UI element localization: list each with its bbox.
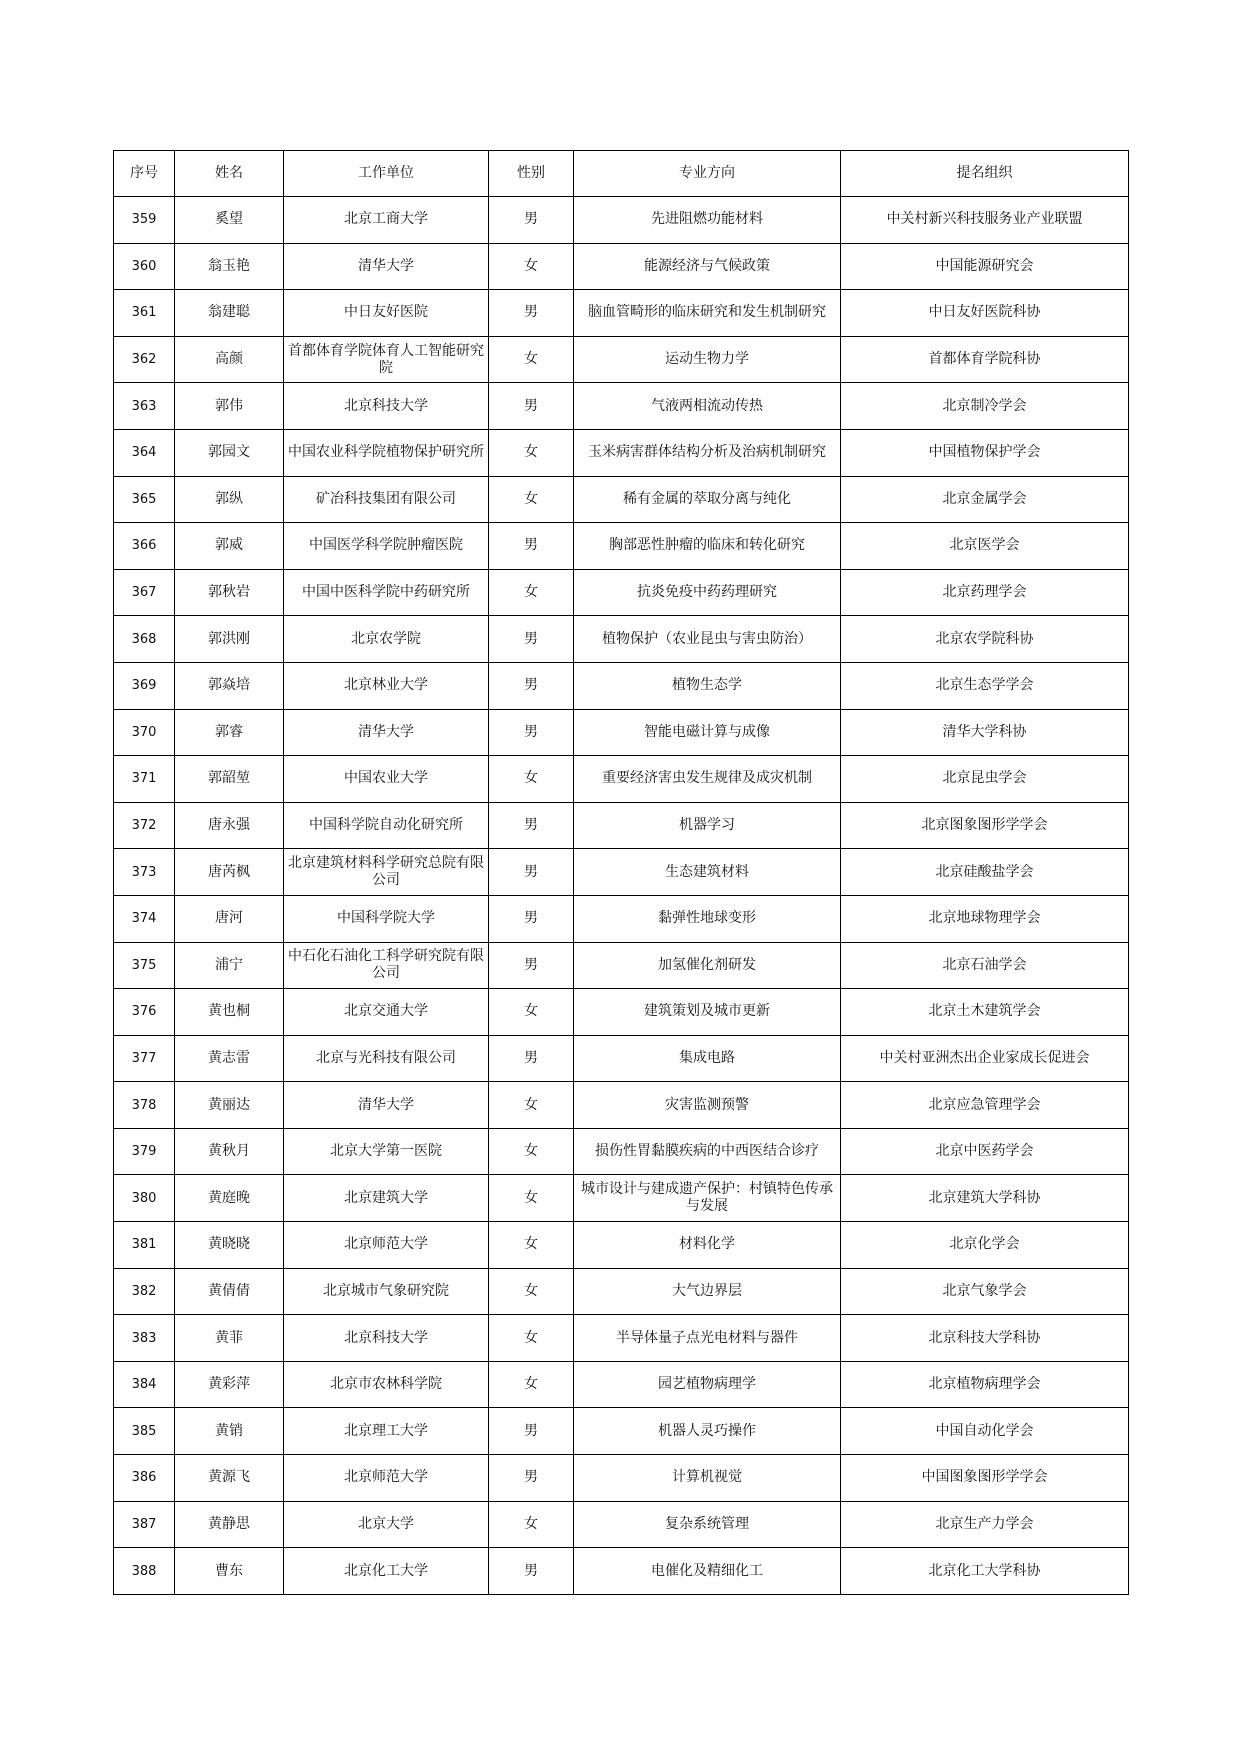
cell-name: 黄源飞 bbox=[175, 1455, 284, 1502]
cell-name: 奚望 bbox=[175, 197, 284, 244]
table-row bbox=[114, 662, 1129, 709]
cell-gender: 男 bbox=[489, 290, 574, 337]
cell-name: 翁建聪 bbox=[175, 290, 284, 337]
table-row bbox=[114, 523, 1129, 570]
cell-serial-no: 363 bbox=[114, 383, 175, 430]
cell-work-unit: 矿冶科技集团有限公司 bbox=[284, 476, 489, 523]
cell-nominating-org: 中国自动化学会 bbox=[841, 1408, 1129, 1455]
cell-name: 郭伟 bbox=[175, 383, 284, 430]
table-row bbox=[114, 802, 1129, 849]
table-row bbox=[114, 1315, 1129, 1362]
header-row bbox=[114, 151, 1129, 197]
cell-work-unit: 中国农业科学院植物保护研究所 bbox=[284, 429, 489, 476]
cell-gender: 女 bbox=[489, 336, 574, 383]
cell-gender: 男 bbox=[489, 802, 574, 849]
cell-work-unit: 北京师范大学 bbox=[284, 1455, 489, 1502]
cell-specialty: 能源经济与气候政策 bbox=[574, 243, 841, 290]
cell-work-unit: 清华大学 bbox=[284, 1082, 489, 1129]
table-row bbox=[114, 895, 1129, 942]
cell-gender: 女 bbox=[489, 1268, 574, 1315]
cell-specialty: 植物生态学 bbox=[574, 662, 841, 709]
cell-work-unit: 中国科学院大学 bbox=[284, 895, 489, 942]
cell-serial-no: 364 bbox=[114, 429, 175, 476]
cell-name: 唐芮枫 bbox=[175, 849, 284, 896]
cell-name: 郭洪刚 bbox=[175, 616, 284, 663]
cell-gender: 女 bbox=[489, 1501, 574, 1548]
cell-name: 黄菲 bbox=[175, 1315, 284, 1362]
cell-specialty: 重要经济害虫发生规律及成灾机制 bbox=[574, 756, 841, 803]
cell-serial-no: 383 bbox=[114, 1315, 175, 1362]
cell-work-unit: 清华大学 bbox=[284, 709, 489, 756]
cell-nominating-org: 北京生产力学会 bbox=[841, 1501, 1129, 1548]
cell-work-unit: 北京科技大学 bbox=[284, 1315, 489, 1362]
cell-serial-no: 376 bbox=[114, 989, 175, 1036]
cell-specialty: 复杂系统管理 bbox=[574, 1501, 841, 1548]
cell-specialty: 建筑策划及城市更新 bbox=[574, 989, 841, 1036]
cell-serial-no: 380 bbox=[114, 1175, 175, 1222]
table-row bbox=[114, 1455, 1129, 1502]
header-gender: 性别 bbox=[489, 151, 574, 197]
table-row bbox=[114, 989, 1129, 1036]
cell-serial-no: 373 bbox=[114, 849, 175, 896]
cell-work-unit: 中国医学科学院肿瘤医院 bbox=[284, 523, 489, 570]
cell-gender: 男 bbox=[489, 662, 574, 709]
cell-gender: 男 bbox=[489, 942, 574, 989]
cell-serial-no: 366 bbox=[114, 523, 175, 570]
cell-work-unit: 北京建筑材料科学研究总院有限公司 bbox=[284, 849, 489, 896]
cell-name: 曹东 bbox=[175, 1548, 284, 1595]
cell-specialty: 抗炎免疫中药药理研究 bbox=[574, 569, 841, 616]
table-row bbox=[114, 1128, 1129, 1175]
cell-specialty: 脑血管畸形的临床研究和发生机制研究 bbox=[574, 290, 841, 337]
cell-gender: 女 bbox=[489, 1315, 574, 1362]
cell-nominating-org: 北京制冷学会 bbox=[841, 383, 1129, 430]
table-row bbox=[114, 383, 1129, 430]
cell-work-unit: 首都体育学院体育人工智能研究院 bbox=[284, 336, 489, 383]
cell-name: 郭园文 bbox=[175, 429, 284, 476]
cell-work-unit: 北京工商大学 bbox=[284, 197, 489, 244]
cell-nominating-org: 北京科技大学科协 bbox=[841, 1315, 1129, 1362]
cell-serial-no: 385 bbox=[114, 1408, 175, 1455]
cell-work-unit: 北京建筑大学 bbox=[284, 1175, 489, 1222]
cell-nominating-org: 北京农学院科协 bbox=[841, 616, 1129, 663]
cell-serial-no: 359 bbox=[114, 197, 175, 244]
cell-work-unit: 北京大学 bbox=[284, 1501, 489, 1548]
cell-gender: 女 bbox=[489, 1082, 574, 1129]
cell-gender: 女 bbox=[489, 569, 574, 616]
cell-gender: 女 bbox=[489, 1361, 574, 1408]
cell-serial-no: 387 bbox=[114, 1501, 175, 1548]
cell-serial-no: 384 bbox=[114, 1361, 175, 1408]
cell-work-unit: 北京交通大学 bbox=[284, 989, 489, 1036]
cell-work-unit: 北京农学院 bbox=[284, 616, 489, 663]
cell-nominating-org: 北京化学会 bbox=[841, 1222, 1129, 1269]
cell-gender: 男 bbox=[489, 523, 574, 570]
cell-specialty: 黏弹性地球变形 bbox=[574, 895, 841, 942]
table-row bbox=[114, 709, 1129, 756]
cell-serial-no: 375 bbox=[114, 942, 175, 989]
cell-nominating-org: 北京地球物理学会 bbox=[841, 895, 1129, 942]
cell-name: 黄倩倩 bbox=[175, 1268, 284, 1315]
cell-work-unit: 北京理工大学 bbox=[284, 1408, 489, 1455]
cell-nominating-org: 北京硅酸盐学会 bbox=[841, 849, 1129, 896]
cell-gender: 男 bbox=[489, 895, 574, 942]
table-row bbox=[114, 942, 1129, 989]
cell-work-unit: 北京大学第一医院 bbox=[284, 1128, 489, 1175]
cell-serial-no: 360 bbox=[114, 243, 175, 290]
table-row bbox=[114, 476, 1129, 523]
table-row bbox=[114, 1082, 1129, 1129]
roster-table bbox=[113, 150, 1129, 1595]
table-row bbox=[114, 1361, 1129, 1408]
table-row bbox=[114, 1035, 1129, 1082]
cell-work-unit: 中石化石油化工科学研究院有限公司 bbox=[284, 942, 489, 989]
cell-specialty: 机器人灵巧操作 bbox=[574, 1408, 841, 1455]
header-name: 姓名 bbox=[175, 151, 284, 197]
cell-serial-no: 361 bbox=[114, 290, 175, 337]
cell-nominating-org: 清华大学科协 bbox=[841, 709, 1129, 756]
table-row bbox=[114, 1548, 1129, 1595]
cell-nominating-org: 北京植物病理学会 bbox=[841, 1361, 1129, 1408]
cell-gender: 男 bbox=[489, 197, 574, 244]
cell-specialty: 稀有金属的萃取分离与纯化 bbox=[574, 476, 841, 523]
cell-gender: 女 bbox=[489, 989, 574, 1036]
table-row bbox=[114, 197, 1129, 244]
cell-specialty: 机器学习 bbox=[574, 802, 841, 849]
cell-gender: 男 bbox=[489, 709, 574, 756]
cell-work-unit: 北京林业大学 bbox=[284, 662, 489, 709]
cell-serial-no: 379 bbox=[114, 1128, 175, 1175]
cell-work-unit: 中国科学院自动化研究所 bbox=[284, 802, 489, 849]
table-row bbox=[114, 1268, 1129, 1315]
cell-serial-no: 367 bbox=[114, 569, 175, 616]
cell-name: 郭威 bbox=[175, 523, 284, 570]
cell-specialty: 集成电路 bbox=[574, 1035, 841, 1082]
cell-nominating-org: 北京金属学会 bbox=[841, 476, 1129, 523]
cell-specialty: 玉米病害群体结构分析及治病机制研究 bbox=[574, 429, 841, 476]
cell-gender: 女 bbox=[489, 243, 574, 290]
cell-serial-no: 378 bbox=[114, 1082, 175, 1129]
cell-specialty: 运动生物力学 bbox=[574, 336, 841, 383]
cell-serial-no: 386 bbox=[114, 1455, 175, 1502]
table-row bbox=[114, 336, 1129, 383]
table-row bbox=[114, 849, 1129, 896]
cell-work-unit: 北京化工大学 bbox=[284, 1548, 489, 1595]
cell-nominating-org: 北京石油学会 bbox=[841, 942, 1129, 989]
cell-serial-no: 377 bbox=[114, 1035, 175, 1082]
cell-name: 黄志雷 bbox=[175, 1035, 284, 1082]
cell-work-unit: 北京师范大学 bbox=[284, 1222, 489, 1269]
cell-nominating-org: 北京药理学会 bbox=[841, 569, 1129, 616]
cell-nominating-org: 北京医学会 bbox=[841, 523, 1129, 570]
cell-name: 唐河 bbox=[175, 895, 284, 942]
cell-name: 郭纵 bbox=[175, 476, 284, 523]
cell-name: 黄静思 bbox=[175, 1501, 284, 1548]
cell-gender: 女 bbox=[489, 429, 574, 476]
cell-specialty: 生态建筑材料 bbox=[574, 849, 841, 896]
cell-gender: 男 bbox=[489, 1455, 574, 1502]
cell-serial-no: 362 bbox=[114, 336, 175, 383]
cell-gender: 女 bbox=[489, 476, 574, 523]
table-row bbox=[114, 756, 1129, 803]
cell-work-unit: 中国中医科学院中药研究所 bbox=[284, 569, 489, 616]
cell-nominating-org: 首都体育学院科协 bbox=[841, 336, 1129, 383]
table-row bbox=[114, 569, 1129, 616]
cell-work-unit: 北京市农林科学院 bbox=[284, 1361, 489, 1408]
cell-specialty: 加氢催化剂研发 bbox=[574, 942, 841, 989]
cell-specialty: 灾害监测预警 bbox=[574, 1082, 841, 1129]
table-row bbox=[114, 1501, 1129, 1548]
header-serial-no: 序号 bbox=[114, 151, 175, 197]
cell-gender: 女 bbox=[489, 1128, 574, 1175]
cell-serial-no: 381 bbox=[114, 1222, 175, 1269]
cell-serial-no: 374 bbox=[114, 895, 175, 942]
cell-name: 郭韶堃 bbox=[175, 756, 284, 803]
cell-gender: 男 bbox=[489, 616, 574, 663]
cell-work-unit: 中日友好医院 bbox=[284, 290, 489, 337]
cell-gender: 男 bbox=[489, 383, 574, 430]
cell-serial-no: 365 bbox=[114, 476, 175, 523]
cell-name: 郭焱培 bbox=[175, 662, 284, 709]
cell-nominating-org: 北京土木建筑学会 bbox=[841, 989, 1129, 1036]
cell-nominating-org: 中关村新兴科技服务业产业联盟 bbox=[841, 197, 1129, 244]
cell-name: 黄彩萍 bbox=[175, 1361, 284, 1408]
cell-name: 郭秋岩 bbox=[175, 569, 284, 616]
cell-specialty: 大气边界层 bbox=[574, 1268, 841, 1315]
cell-name: 黄庭晚 bbox=[175, 1175, 284, 1222]
cell-serial-no: 372 bbox=[114, 802, 175, 849]
cell-nominating-org: 北京建筑大学科协 bbox=[841, 1175, 1129, 1222]
cell-specialty: 胸部恶性肿瘤的临床和转化研究 bbox=[574, 523, 841, 570]
cell-nominating-org: 中国图象图形学学会 bbox=[841, 1455, 1129, 1502]
cell-work-unit: 北京与光科技有限公司 bbox=[284, 1035, 489, 1082]
cell-specialty: 材料化学 bbox=[574, 1222, 841, 1269]
cell-nominating-org: 北京昆虫学会 bbox=[841, 756, 1129, 803]
cell-gender: 男 bbox=[489, 1035, 574, 1082]
table-header bbox=[114, 151, 1129, 197]
cell-name: 黄也桐 bbox=[175, 989, 284, 1036]
cell-specialty: 电催化及精细化工 bbox=[574, 1548, 841, 1595]
cell-name: 黄晓晓 bbox=[175, 1222, 284, 1269]
table-row bbox=[114, 429, 1129, 476]
cell-nominating-org: 北京应急管理学会 bbox=[841, 1082, 1129, 1129]
header-specialty: 专业方向 bbox=[574, 151, 841, 197]
cell-nominating-org: 北京中医药学会 bbox=[841, 1128, 1129, 1175]
table-row bbox=[114, 1222, 1129, 1269]
cell-nominating-org: 中国能源研究会 bbox=[841, 243, 1129, 290]
cell-work-unit: 中国农业大学 bbox=[284, 756, 489, 803]
cell-specialty: 气液两相流动传热 bbox=[574, 383, 841, 430]
cell-name: 郭睿 bbox=[175, 709, 284, 756]
cell-serial-no: 371 bbox=[114, 756, 175, 803]
cell-specialty: 计算机视觉 bbox=[574, 1455, 841, 1502]
cell-gender: 男 bbox=[489, 849, 574, 896]
cell-gender: 男 bbox=[489, 1408, 574, 1455]
cell-specialty: 植物保护（农业昆虫与害虫防治） bbox=[574, 616, 841, 663]
cell-name: 黄秋月 bbox=[175, 1128, 284, 1175]
cell-specialty: 城市设计与建成遗产保护：村镇特色传承与发展 bbox=[574, 1175, 841, 1222]
cell-nominating-org: 北京化工大学科协 bbox=[841, 1548, 1129, 1595]
cell-specialty: 半导体量子点光电材料与器件 bbox=[574, 1315, 841, 1362]
cell-serial-no: 369 bbox=[114, 662, 175, 709]
cell-specialty: 智能电磁计算与成像 bbox=[574, 709, 841, 756]
cell-name: 唐永强 bbox=[175, 802, 284, 849]
cell-name: 翁玉艳 bbox=[175, 243, 284, 290]
cell-serial-no: 370 bbox=[114, 709, 175, 756]
cell-gender: 女 bbox=[489, 1222, 574, 1269]
cell-serial-no: 368 bbox=[114, 616, 175, 663]
cell-nominating-org: 中国植物保护学会 bbox=[841, 429, 1129, 476]
cell-work-unit: 北京城市气象研究院 bbox=[284, 1268, 489, 1315]
cell-nominating-org: 中日友好医院科协 bbox=[841, 290, 1129, 337]
cell-gender: 男 bbox=[489, 1548, 574, 1595]
table-row bbox=[114, 290, 1129, 337]
cell-serial-no: 388 bbox=[114, 1548, 175, 1595]
cell-serial-no: 382 bbox=[114, 1268, 175, 1315]
cell-work-unit: 北京科技大学 bbox=[284, 383, 489, 430]
header-nominating-org: 提名组织 bbox=[841, 151, 1129, 197]
table-row bbox=[114, 1408, 1129, 1455]
cell-work-unit: 清华大学 bbox=[284, 243, 489, 290]
cell-gender: 女 bbox=[489, 756, 574, 803]
cell-name: 高颜 bbox=[175, 336, 284, 383]
cell-specialty: 损伤性胃黏膜疾病的中西医结合诊疗 bbox=[574, 1128, 841, 1175]
cell-specialty: 先进阻燃功能材料 bbox=[574, 197, 841, 244]
table-row bbox=[114, 616, 1129, 663]
header-work-unit: 工作单位 bbox=[284, 151, 489, 197]
cell-nominating-org: 北京生态学学会 bbox=[841, 662, 1129, 709]
cell-name: 黄销 bbox=[175, 1408, 284, 1455]
table-row bbox=[114, 1175, 1129, 1222]
cell-name: 黄丽达 bbox=[175, 1082, 284, 1129]
cell-nominating-org: 中关村亚洲杰出企业家成长促进会 bbox=[841, 1035, 1129, 1082]
cell-specialty: 园艺植物病理学 bbox=[574, 1361, 841, 1408]
table-row bbox=[114, 243, 1129, 290]
cell-name: 浦宁 bbox=[175, 942, 284, 989]
table-body bbox=[114, 197, 1129, 1595]
cell-nominating-org: 北京气象学会 bbox=[841, 1268, 1129, 1315]
cell-gender: 女 bbox=[489, 1175, 574, 1222]
cell-nominating-org: 北京图象图形学学会 bbox=[841, 802, 1129, 849]
